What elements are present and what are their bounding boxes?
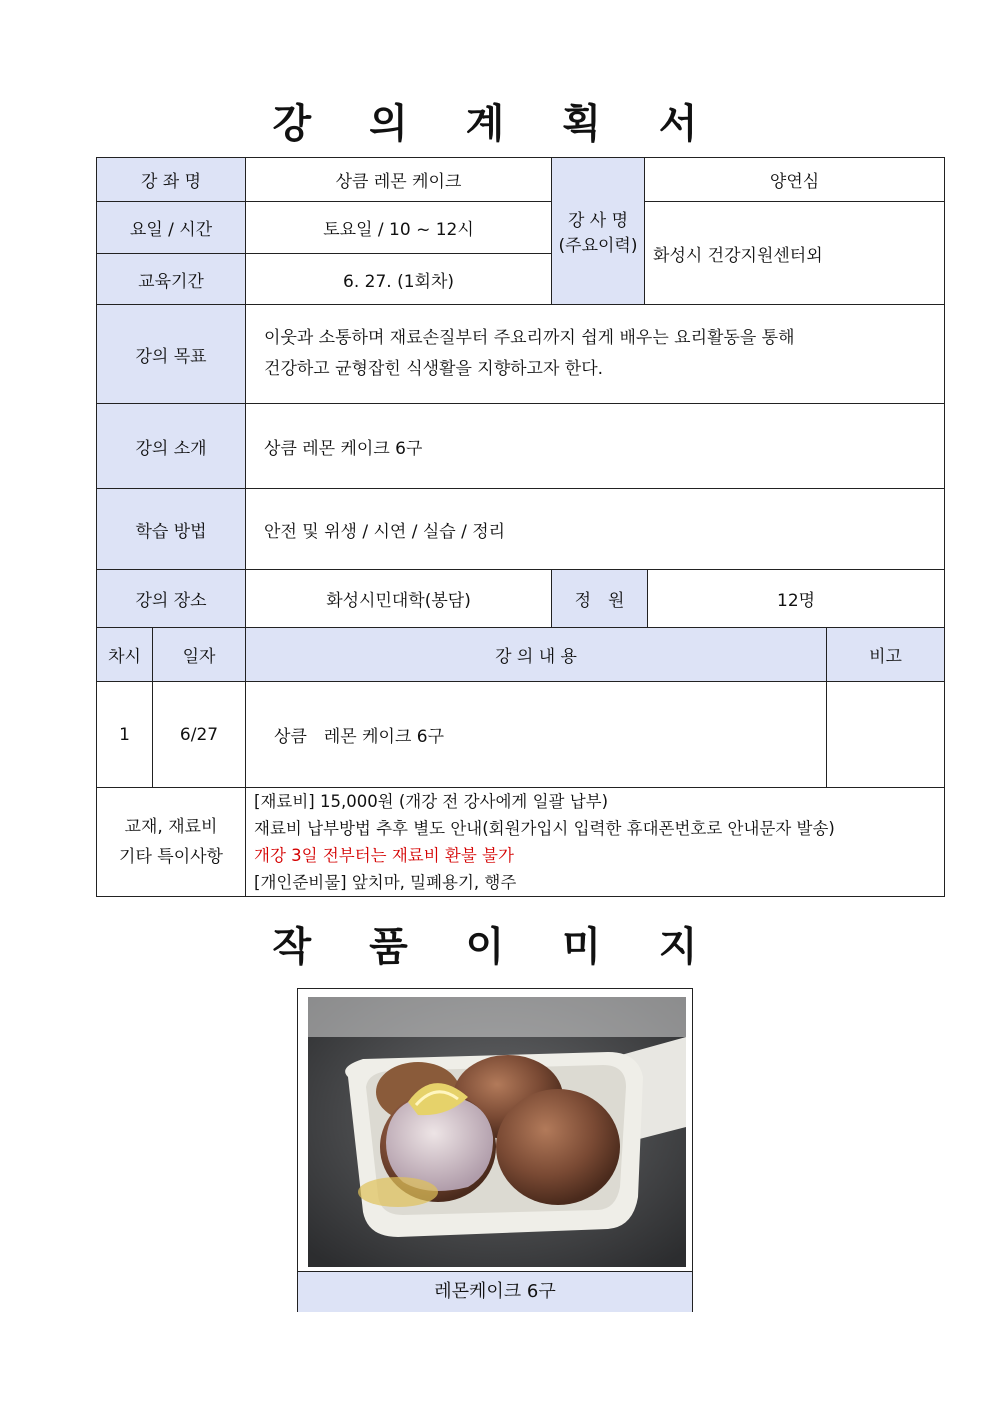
image-section-title: 작 품 이 미 지 (272, 924, 720, 970)
notes-text (246, 788, 945, 897)
table-row (97, 682, 945, 788)
schedule-date: 6/27 (153, 682, 246, 788)
notes-line-refund: 개강 3일 전부터는 재료비 환불 불가 (254, 846, 514, 865)
notes-line-payment: 재료비 납부방법 추후 별도 안내(회원가입시 입력한 휴대폰번호로 안내문자 발송) (254, 819, 835, 838)
intro-text: 상큼 레몬 케이크 6구 (246, 404, 945, 489)
period-label: 교육기간 (97, 254, 246, 305)
instructor-label-1: 강 사 명 (567, 211, 629, 231)
product-image-caption: 레몬케이크 6구 (298, 1271, 692, 1312)
capacity-text: 12명 (648, 570, 945, 628)
goal-label: 강의 목표 (97, 305, 246, 404)
instructor-label-2: (주요이력) (558, 236, 638, 256)
day-time: 토요일 / 10 ~ 12시 (246, 202, 552, 254)
product-image-box (297, 988, 693, 1312)
lecture-plan-table (96, 157, 945, 897)
lemon-cake-photo (308, 997, 686, 1267)
intro-label: 강의 소개 (97, 404, 246, 489)
notes-line-supplies: [개인준비물] 앞치마, 밀폐용기, 행주 (254, 873, 517, 892)
place-text: 화성시민대학(봉담) (246, 570, 552, 628)
notes-label (97, 788, 246, 897)
course-name-label: 강 좌 명 (97, 158, 246, 202)
goal-line-1: 이웃과 소통하며 재료손질부터 주요리까지 쉽게 배우는 요리활동을 통해 (264, 328, 795, 348)
method-label: 학습 방법 (97, 489, 246, 570)
schedule-header-note: 비고 (827, 628, 945, 682)
schedule-session: 1 (97, 682, 153, 788)
instructor-name: 양연심 (645, 158, 945, 202)
place-label: 강의 장소 (97, 570, 246, 628)
schedule-header-date: 일자 (153, 628, 246, 682)
course-name: 상큼 레몬 케이크 (246, 158, 552, 202)
notes-label-2: 기타 특이사항 (119, 847, 223, 867)
day-time-label: 요일 / 시간 (97, 202, 246, 254)
schedule-content: 상큼 레몬 케이크 6구 (246, 682, 827, 788)
schedule-header-session: 차시 (97, 628, 153, 682)
schedule-header-content: 강 의 내 용 (246, 628, 827, 682)
goal-line-2: 건강하고 균형잡힌 식생활을 지향하고자 한다. (264, 359, 604, 379)
method-text: 안전 및 위생 / 시연 / 실습 / 정리 (246, 489, 945, 570)
period: 6. 27. (1회차) (246, 254, 552, 305)
goal-text (246, 305, 945, 404)
schedule-note (827, 682, 945, 788)
capacity-label: 정 원 (552, 570, 648, 628)
notes-label-1: 교재, 재료비 (124, 817, 218, 837)
lemon-cake-image (308, 997, 686, 1267)
instructor-career: 화성시 건강지원센터외 (645, 202, 945, 305)
page-title: 강 의 계 획 서 (272, 101, 720, 147)
instructor-label (552, 158, 645, 305)
notes-line-fee: [재료비] 15,000원 (개강 전 강사에게 일괄 납부) (254, 792, 609, 811)
